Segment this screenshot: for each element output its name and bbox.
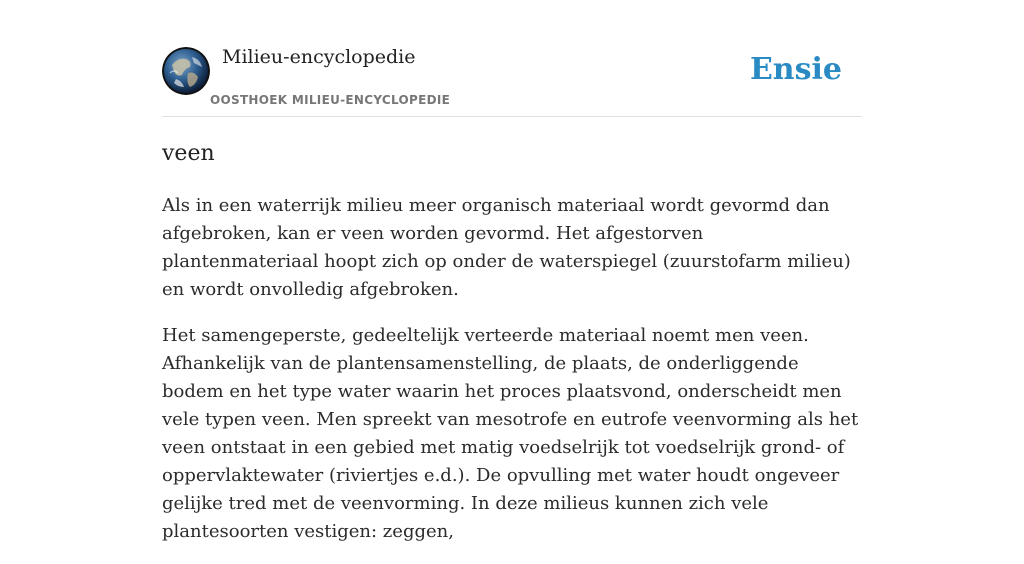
- site-title[interactable]: Milieu-encyclopedie: [222, 46, 416, 68]
- entry-paragraph: Het samengeperste, gedeeltelijk verteerde materiaal noemt men veen. Afhankelijk van de plantensamenstelling, de plaats, de onderliggende bodem en het type water waarin het proces plaatsvond, onderscheidt men vele typen veen. Men spreekt van mesotrofe en eutrofe veenvorming als het veen ontstaat in een gebied met matig voedselrijk tot voedselrijk grond- of oppervlaktewater (riviertjes e.d.). De opvulling met water houdt ongeveer gelijke tred met de veenvorming. In deze milieus kunnen zich vele plantesoorten vestigen: zeggen,: [162, 325, 859, 542]
- earth-globe-icon[interactable]: [162, 47, 210, 95]
- site-subtitle[interactable]: OOSTHOEK MILIEU-ENCYCLOPEDIE: [210, 93, 451, 107]
- site-header: [162, 0, 862, 117]
- brand-logo-link[interactable]: Ensie: [749, 52, 842, 87]
- entry-content: [162, 192, 862, 564]
- entry-title: veen: [162, 141, 215, 166]
- entry-paragraph: Als in een waterrijk milieu meer organisch materiaal wordt gevormd dan afgebroken, kan er veen worden gevormd. Het afgestorven plantenmateriaal hoopt zich op onder de waterspiegel (zuurstofarm milieu) en wordt onvolledig afgebroken.: [162, 195, 851, 300]
- page-container: [162, 0, 862, 542]
